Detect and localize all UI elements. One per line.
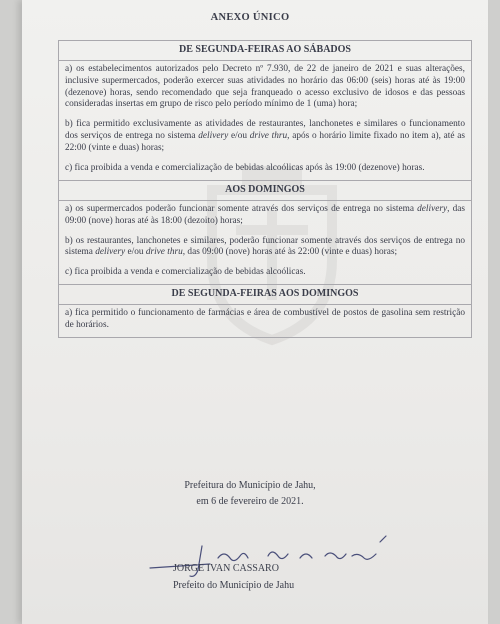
section-body — [59, 200, 472, 284]
section-heading: DE SEGUNDA-FEIRAS AOS DOMINGOS — [59, 285, 472, 305]
section-body — [59, 304, 472, 337]
section-heading: DE SEGUNDA-FEIRAS AO SÁBADOS — [59, 41, 472, 61]
list-item: a) os estabelecimentos autorizados pelo Decreto nº 7.930, de 22 de janeiro de 2021 e suas alterações, inclusive supermercados, poderão exercer suas atividades no horário das 06:00 (seis) horas até às 19:00 (dezenove) horas, sendo recomendado que seja franqueado o acesso exclusivo de idosos e das pessoas consideradas insertas em grupo de risco pelo período mínimo de 1 (uma) hora; — [65, 63, 465, 110]
handwritten-signature — [140, 528, 400, 588]
schedule-table — [58, 40, 472, 338]
list-item: b) os restaurantes, lanchonetes e similares, poderão funcionar somente através dos serviços de entrega no sistema delivery e/ou drive thru, das 09:00 (nove) horas até às 22:00 (vinte e duas) horas; — [65, 235, 465, 258]
list-item: a) os supermercados poderão funcionar somente através dos serviços de entrega no sistema delivery, das 09:00 (nove) horas até às 18:00 (dezoito) horas; — [65, 203, 465, 226]
list-item: c) fica proibida a venda e comercialização de bebidas alcoólicas após às 19:00 (dezenove) horas. — [65, 163, 425, 174]
footer-place: Prefeitura do Município de Jahu, — [184, 480, 316, 491]
signatory-role: Prefeito do Município de Jahu — [173, 580, 295, 591]
list-item: a) fica permitido o funcionamento de farmácias e área de combustível de postos de gasolina sem restrição de horários. — [65, 307, 465, 330]
footer-date: em 6 de fevereiro de 2021. — [196, 496, 304, 507]
signatory-name: JORGE IVAN CASSARO — [173, 563, 279, 574]
document-title: ANEXO ÚNICO — [210, 12, 290, 23]
section-body — [59, 60, 472, 180]
section-heading: AOS DOMINGOS — [59, 180, 472, 200]
list-item: c) fica proibida a venda e comercialização de bebidas alcoólicas. — [65, 267, 306, 278]
list-item: b) fica permitido exclusivamente as atividades de restaurantes, lanchonetes e similares o funcionamento dos serviços de entrega no sistema delivery e/ou drive thru, após o horário limite fixado no item a), até as 22:00 (vinte e duas) horas; — [65, 119, 465, 154]
